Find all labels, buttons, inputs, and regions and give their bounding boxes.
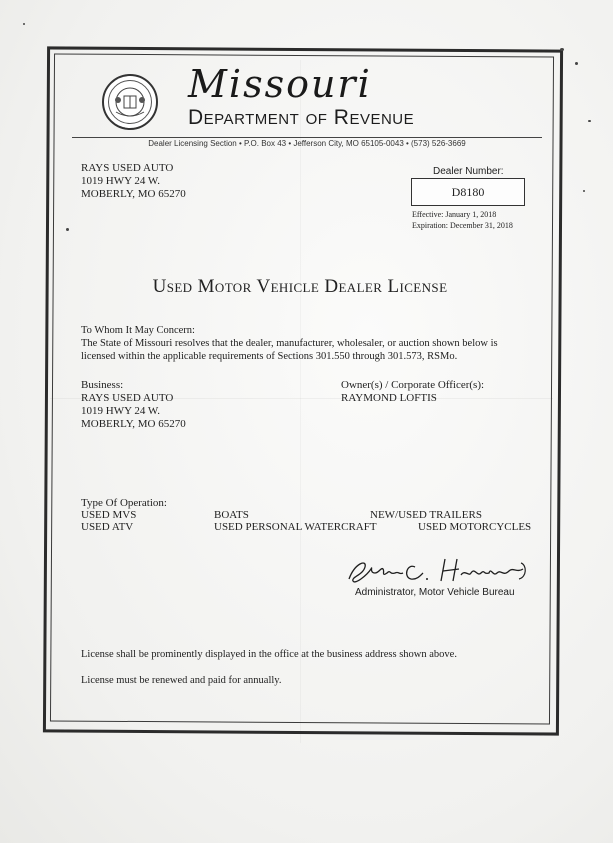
operation-item: USED ATV (81, 521, 134, 533)
salutation: To Whom It May Concern: (81, 325, 195, 336)
scan-speck (583, 190, 585, 192)
mailing-city: MOBERLY, MO 65270 (81, 188, 186, 200)
business-street: 1019 HWY 24 W. (81, 405, 161, 417)
scan-speck (575, 62, 578, 65)
state-seal-icon (102, 74, 158, 130)
operation-item: BOATS (214, 509, 249, 521)
expiration-date: Expiration: December 31, 2018 (412, 221, 513, 230)
operation-item: USED MVS (81, 509, 137, 521)
business-label: Business: (81, 379, 124, 391)
owner-name: RAYMOND LOFTIS (341, 392, 437, 404)
business-city: MOBERLY, MO 65270 (81, 418, 186, 430)
preamble-body: The State of Missouri resolves that the dealer, manufacturer, wholesaler, or auction shown below is licensed within the applicable requirements of Sections 301.550 through 301.573, RSMo. (81, 338, 498, 362)
operation-item: USED MOTORCYCLES (418, 521, 532, 533)
administrator-title: Administrator, Motor Vehicle Bureau (355, 587, 515, 598)
department-name: Department of Revenue (188, 106, 415, 129)
dealer-number-label: Dealer Number: (433, 166, 504, 177)
administrator-signature (345, 553, 530, 587)
validity-dates (412, 209, 513, 231)
mailing-address (81, 162, 186, 201)
mailing-name: RAYS USED AUTO (81, 162, 174, 174)
header-rule (72, 137, 542, 138)
preamble (81, 324, 531, 363)
operation-item: NEW/USED TRAILERS (370, 509, 482, 521)
business-name: RAYS USED AUTO (81, 392, 174, 404)
business-block (81, 379, 186, 431)
owner-block (341, 379, 484, 405)
renewal-notice: License must be renewed and paid for annually. (81, 675, 282, 686)
operation-label: Type Of Operation: (81, 497, 167, 509)
owner-label: Owner(s) / Corporate Officer(s): (341, 379, 485, 391)
scan-speck (560, 48, 564, 51)
license-title: Used Motor Vehicle Dealer License (152, 276, 448, 297)
operation-item: USED PERSONAL WATERCRAFT (214, 521, 377, 533)
dealer-number-box: D8180 (411, 178, 525, 206)
effective-date: Effective: January 1, 2018 (412, 210, 497, 219)
scan-speck (588, 120, 591, 122)
state-name: Missouri (188, 62, 372, 106)
mailing-street: 1019 HWY 24 W. (81, 175, 161, 187)
display-notice: License shall be prominently displayed in the office at the business address shown above. (81, 649, 457, 660)
scan-speck (66, 228, 69, 231)
department-address: Dealer Licensing Section • P.O. Box 43 • Jefferson City, MO 65105-0043 • (573) 526-3669 (148, 139, 466, 148)
scan-speck (23, 23, 25, 25)
